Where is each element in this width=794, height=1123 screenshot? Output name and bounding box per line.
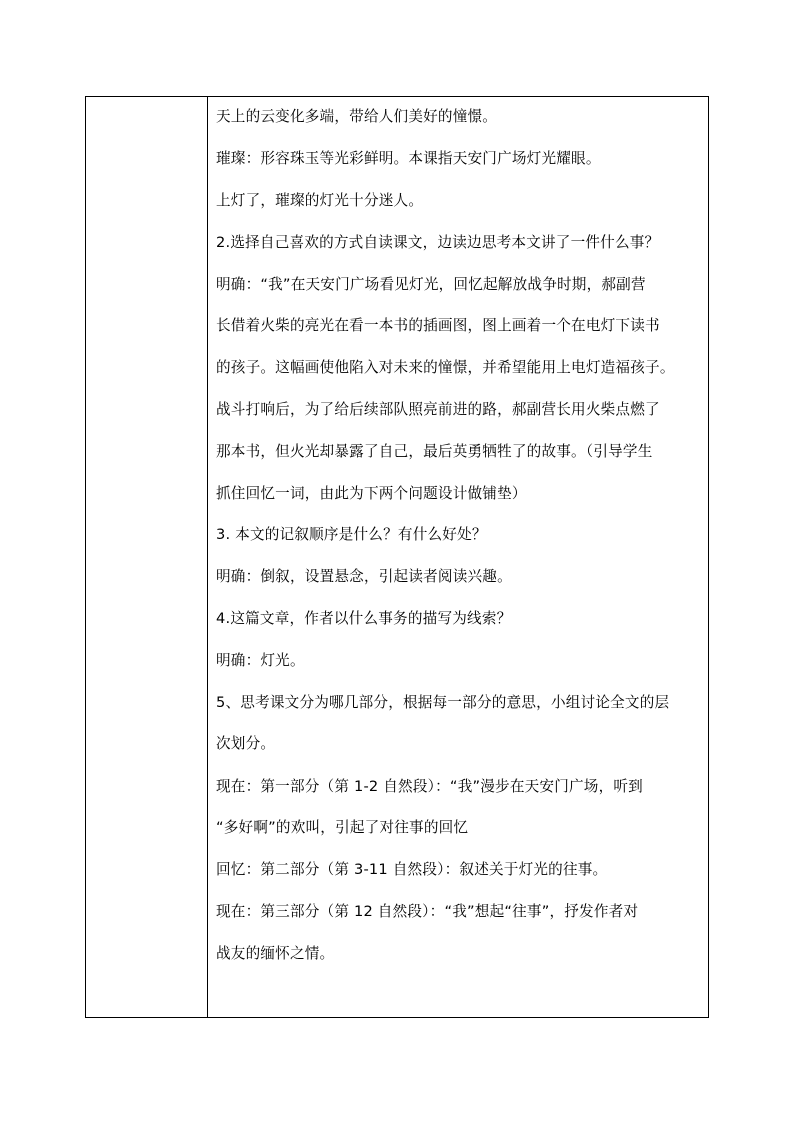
text-line: 那本书，但火光却暴露了自己，最后英勇牺牲了的故事。（引导学生: [216, 443, 653, 460]
text-line: 战友的缅怀之情。: [216, 945, 335, 962]
text-line: 天上的云变化多端，带给人们美好的憧憬。: [216, 108, 498, 125]
text-line: 现在：第三部分（第 12 自然段）：“我”想起“往事”，抒发作者对: [216, 903, 639, 920]
text-line: 战斗打响后，为了给后续部队照亮前进的路，郝副营长用火柴点燃了: [216, 401, 660, 418]
text-line: 2.选择自己喜欢的方式自读课文，边读边思考本文讲了一件什么事？: [216, 234, 660, 251]
text-line: 次划分。: [216, 735, 276, 752]
lesson-table: [85, 96, 709, 1018]
text-line: 明确：“我”在天安门广场看见灯光，回忆起解放战争时期，郝副营: [216, 276, 646, 293]
table-content-cell: [208, 97, 708, 1017]
text-line: 长借着火柴的亮光在看一本书的插画图，图上画着一个在电灯下读书: [216, 317, 660, 334]
text-line: 明确：灯光。: [216, 652, 305, 669]
text-line: 的孩子。这幅画使他陷入对未来的憧憬，并希望能用上电灯造福孩子。: [216, 359, 675, 376]
text-line: 璀璨：形容珠玉等光彩鲜明。本课指天安门广场灯光耀眼。: [216, 150, 601, 167]
text-line: “多好啊”的欢叫，引起了对往事的回忆: [216, 819, 469, 836]
text-line: 明确：倒叙，设置悬念，引起读者阅读兴趣。: [216, 568, 512, 585]
text-line: 上灯了，璀璨的灯光十分迷人。: [216, 192, 424, 209]
text-line: 5、思考课文分为哪几部分，根据每一部分的意思，小组讨论全文的层: [216, 694, 670, 711]
text-line: 4.这篇文章，作者以什么事务的描写为线索？: [216, 610, 512, 627]
text-line: 现在：第一部分（第 1-2 自然段）：“我”漫步在天安门广场，听到: [216, 778, 643, 795]
table-left-cell: [86, 97, 208, 1017]
text-line: 回忆：第二部分（第 3-11 自然段）：叙述关于灯光的往事。: [216, 861, 608, 878]
text-line: 抓住回忆一词，由此为下两个问题设计做铺垫）: [216, 485, 527, 502]
text-line: 3. 本文的记叙顺序是什么？有什么好处？: [216, 526, 487, 543]
